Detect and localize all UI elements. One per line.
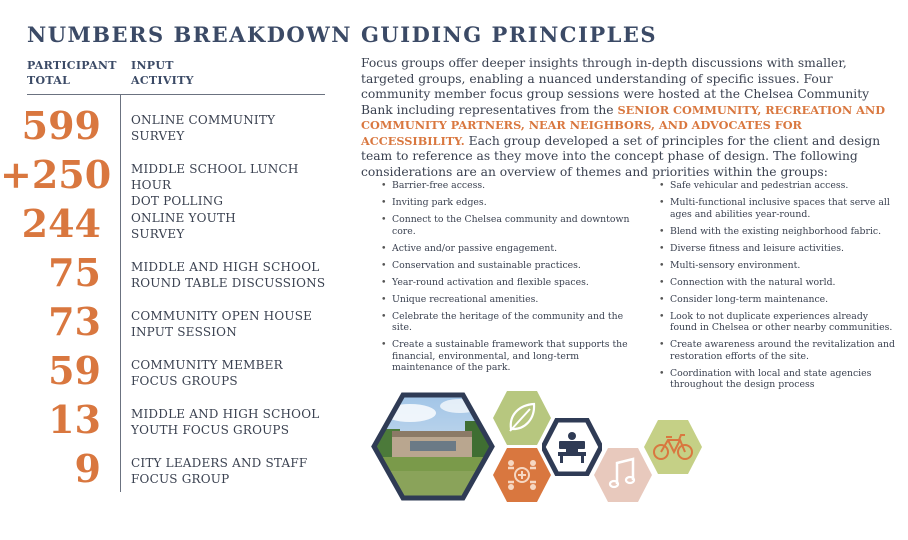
- principle-item: • Unique recreational amenities.: [380, 294, 638, 306]
- principles-list-left: [380, 180, 638, 379]
- principle-item: • Inviting park edges.: [380, 197, 638, 209]
- principle-item: • Look to not duplicate experiences already found in Chelsea or other nearby communities.: [658, 311, 896, 334]
- principle-item: • Multi-functional inclusive spaces that serve all ages and abilities year-round.: [658, 197, 896, 220]
- input-activity: ONLINE YOUTH SURVEY: [131, 211, 236, 241]
- input-activity: MIDDLE AND HIGH SCHOOL ROUND TABLE DISCUSSIONS: [131, 260, 326, 290]
- principle-item: • Connect to the Chelsea community and downtown core.: [380, 214, 638, 237]
- principle-item: • Barrier-free access.: [380, 180, 638, 192]
- participant-total: 9: [74, 446, 101, 491]
- principle-item: • Create awareness around the revitalization and restoration efforts of the site.: [658, 339, 896, 362]
- input-activity: ONLINE COMMUNITY SURVEY: [131, 113, 276, 143]
- park-photo: [370, 391, 496, 502]
- participant-total: 75: [48, 250, 101, 295]
- participant-total: 599: [21, 103, 101, 148]
- community-icon: [492, 446, 552, 504]
- header-divider: [27, 94, 325, 95]
- principle-item: • Active and/or passive engagement.: [380, 243, 638, 255]
- principle-item: • Connection with the natural world.: [658, 277, 896, 289]
- participant-total: 244: [21, 201, 101, 246]
- principle-item: • Safe vehicular and pedestrian access.: [658, 180, 896, 192]
- principle-item: • Consider long-term maintenance.: [658, 294, 896, 306]
- input-activity: CITY LEADERS AND STAFF FOCUS GROUP: [131, 456, 308, 486]
- participant-total: 73: [48, 299, 101, 344]
- participant-total-header: PARTICIPANT TOTAL: [27, 59, 117, 87]
- principles-list-right: [658, 180, 896, 396]
- principle-item: • Blend with the existing neighborhood fabric.: [658, 226, 896, 238]
- principle-item: • Celebrate the heritage of the community and the site.: [380, 311, 638, 334]
- principle-item: • Conservation and sustainable practices.: [380, 260, 638, 272]
- principle-item: • Multi-sensory environment.: [658, 260, 896, 272]
- participant-total: 59: [48, 348, 101, 393]
- participant-total: 13: [48, 397, 101, 442]
- numbers-breakdown-title: NUMBERS BREAKDOWN: [27, 22, 352, 47]
- principle-item: • Create a sustainable framework that supports the financial, environmental, and long-term maintenance of the park.: [380, 339, 638, 374]
- input-activity: COMMUNITY MEMBER FOCUS GROUPS: [131, 358, 283, 388]
- participant-total: +250: [0, 152, 112, 197]
- principle-item: • Year-round activation and flexible spaces.: [380, 277, 638, 289]
- bicycle-icon: [643, 418, 703, 476]
- principle-item: • Diverse fitness and leisure activities.: [658, 243, 896, 255]
- input-activity-header: INPUT ACTIVITY: [131, 59, 194, 87]
- guiding-principles-title: GUIDING PRINCIPLES: [361, 22, 658, 47]
- column-divider: [120, 94, 121, 492]
- input-activity: MIDDLE SCHOOL LUNCH HOUR DOT POLLING: [131, 162, 299, 208]
- intro-paragraph: Focus groups offer deeper insights through in-depth discussions with smaller, targeted groups, enabling a nuanced understanding of specific issues. Four community member focus group sessions were hosted at the Chelsea Community Bank including representatives from the SENIOR COMMUNITY, RECREATION AND COMMUNITY PARTNERS, NEAR NEIGHBORS, AND ADVOCATES FOR ACCESSIBILITY. Each group developed a set of principles for the client and design team to reference as they move into the concept phase of design. The following considerations are an overview of themes and priorities within the groups:: [361, 56, 886, 179]
- input-activity: MIDDLE AND HIGH SCHOOL YOUTH FOCUS GROUPS: [131, 407, 320, 437]
- input-activity: COMMUNITY OPEN HOUSE INPUT SESSION: [131, 309, 313, 339]
- stakeholder-groups-highlight: SENIOR COMMUNITY, RECREATION AND COMMUNITY PARTNERS, NEAR NEIGHBORS, AND ADVOCATES FOR ACCESSIBILITY.: [361, 102, 886, 148]
- principle-item: • Coordination with local and state agencies throughout the design process: [658, 368, 896, 391]
